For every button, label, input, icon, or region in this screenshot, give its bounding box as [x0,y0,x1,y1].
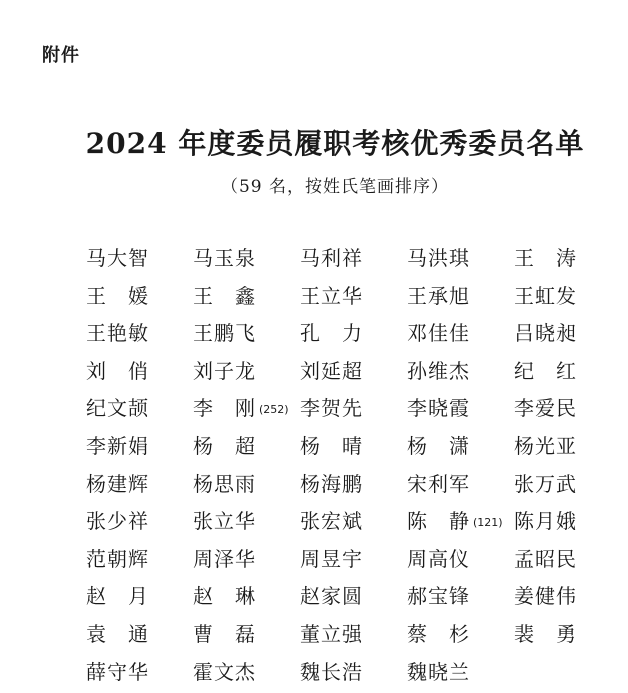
member-name: 王承旭 [407,283,469,308]
member-name: 曹磊 [193,621,255,646]
name-cell [407,468,514,506]
member-name: 杨潇 [407,433,469,458]
name-cell [86,317,193,355]
member-name: 魏晓兰 [407,659,469,684]
attachment-label: 附件 [42,45,80,66]
name-cell [407,505,514,543]
name-cell [193,242,300,280]
member-name: 刘延超 [300,358,362,383]
name-cell [193,280,300,318]
name-cell [86,656,193,693]
name-cell [86,355,193,393]
name-cell [86,543,193,581]
member-name: 张万武 [514,471,576,496]
member-name: 杨超 [193,433,255,458]
name-cell [407,543,514,581]
document-title: 2024 年度委员履职考核优秀委员名单 [85,127,585,160]
member-name: 周昱宇 [300,546,362,571]
name-cell [193,468,300,506]
member-name: 邓佳佳 [407,321,469,346]
member-name: 李新娟 [86,433,148,458]
name-cell [86,392,193,430]
member-name: 马大智 [86,246,148,270]
name-cell [193,317,300,355]
member-name: 郝宝锋 [407,584,469,609]
name-cell [86,505,193,543]
member-name: 杨光亚 [514,433,576,458]
name-cell [514,580,621,618]
name-cell [300,468,407,506]
name-cell [514,618,621,656]
name-cell [407,656,514,693]
name-cell [86,468,193,506]
member-name: 杨思雨 [193,471,255,496]
member-name: 马玉泉 [193,246,255,270]
member-name: 陈月娥 [514,509,576,534]
name-cell [300,242,407,280]
member-name: 李晓霞 [407,396,469,421]
member-name: 陈静 [407,509,469,534]
member-name: 王鹏飞 [193,321,255,346]
member-name: 张立华 [193,509,255,534]
member-name: 杨建辉 [86,471,148,496]
name-cell [300,392,407,430]
member-name: 王虹发 [514,283,576,308]
name-cell [86,580,193,618]
name-cell [300,618,407,656]
member-name: 袁通 [86,621,148,646]
member-name: 王鑫 [193,283,255,308]
member-name: 王艳敏 [86,321,148,346]
member-note: (252) [259,403,289,417]
name-cell [193,656,300,693]
name-cell [86,618,193,656]
name-cell [193,505,300,543]
member-name: 杨海鹏 [300,471,362,496]
name-cell [407,280,514,318]
name-cell [86,280,193,318]
member-name: 蔡杉 [407,621,469,646]
member-name: 周高仪 [407,546,469,571]
name-cell [300,656,407,693]
name-cell [407,580,514,618]
member-name: 李爱民 [514,396,576,421]
member-name: 纪文颉 [86,396,148,421]
name-cell [300,430,407,468]
member-name: 杨晴 [300,433,362,458]
name-cell [300,543,407,581]
member-name: 宋利军 [407,471,469,496]
member-name: 周泽华 [193,546,255,571]
member-name: 刘子龙 [193,358,255,383]
name-cell [407,242,514,280]
name-cell [193,618,300,656]
name-list [86,242,621,693]
member-name: 裴勇 [514,621,576,646]
name-cell [407,430,514,468]
member-name: 刘俏 [86,358,148,383]
member-name: 张宏斌 [300,509,362,534]
name-cell [300,280,407,318]
name-cell [300,317,407,355]
document-subtitle: （59 名，按姓氏笔画排序） [220,177,450,197]
name-cell [193,392,300,430]
name-cell [514,430,621,468]
member-name: 孔力 [300,321,362,346]
member-name: 赵家圆 [300,584,362,609]
member-name: 范朝辉 [86,546,148,571]
name-cell [514,317,621,355]
name-cell [407,392,514,430]
member-name: 李贺先 [300,396,362,421]
name-cell [300,580,407,618]
name-cell [86,242,193,280]
member-name: 张少祥 [86,509,148,534]
member-name: 吕晓昶 [514,321,576,346]
name-cell [193,430,300,468]
member-name: 王涛 [514,246,576,270]
name-cell [193,355,300,393]
name-cell [514,468,621,506]
name-cell [86,430,193,468]
member-name: 孟昭民 [514,546,576,571]
name-cell [407,355,514,393]
member-name: 霍文杰 [193,659,255,684]
name-cell [300,355,407,393]
name-cell [514,242,621,280]
name-cell [514,543,621,581]
member-note: (121) [473,516,503,530]
name-cell [300,505,407,543]
member-name: 姜健伟 [514,584,576,609]
member-name: 纪红 [514,358,576,383]
member-name: 赵琳 [193,584,255,609]
member-name: 魏长浩 [300,659,362,684]
name-cell [193,543,300,581]
name-cell [514,355,621,393]
member-name: 马利祥 [300,246,362,270]
member-name: 马洪琪 [407,246,469,270]
member-name: 王立华 [300,283,362,308]
member-name: 薛守华 [86,659,148,684]
member-name: 董立强 [300,621,362,646]
member-name: 孙维杰 [407,358,469,383]
name-cell [407,618,514,656]
member-name: 赵月 [86,584,148,609]
member-name: 李刚 [193,396,255,421]
name-cell [193,580,300,618]
member-name: 王媛 [86,283,148,308]
name-cell [407,317,514,355]
name-cell [514,392,621,430]
name-cell [514,280,621,318]
name-cell [514,505,621,543]
